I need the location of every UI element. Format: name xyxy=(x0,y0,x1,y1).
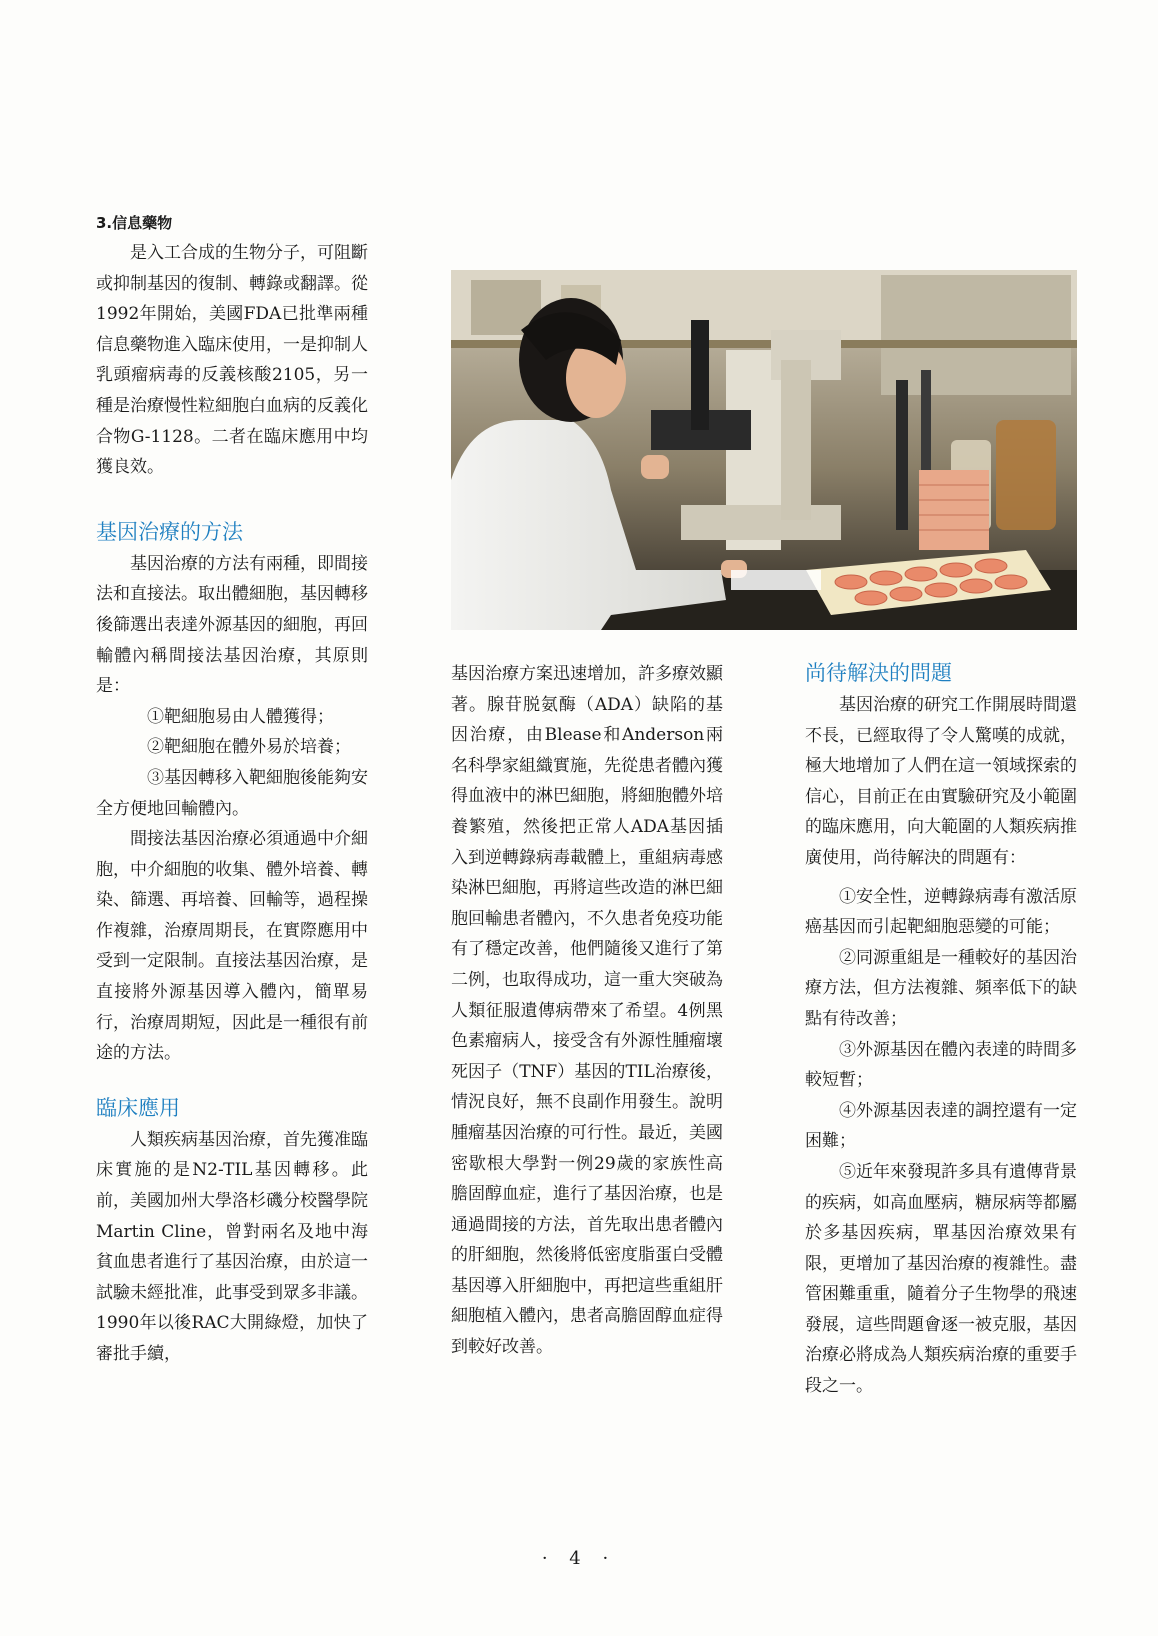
lab-photo xyxy=(451,270,1077,630)
problems-item-2: ②同源重組是一種較好的基因治療方法，但方法複雜、頻率低下的缺點有待改善； xyxy=(805,947,1077,1029)
clinical-col2-text: 基因治療方案迅速增加，許多療效顯著。腺苷脱氨酶（ADA）缺陷的基因治療，由Blease和Anderson兩名科學家組織實施，先從患者體內獲得血液中的淋巴細胞，將細胞體外培養繁殖，然後把正常人ADA基因插入到逆轉錄病毒載體上，重組病毒感染淋巴細胞，再將這些改造的淋巴細胞回輸患者體內，不久患者免疫功能有了穩定改善，他們隨後又進行了第二例，也取得成功，這一重大突破為人類征服遺傳病帶來了希望。4例黑色素瘤病人，接受含有外源性腫瘤壞死因子（TNF）基因的TIL治療後，情況良好，無不良副作用發生。說明腫瘤基因治療的可行性。最近，美國密歇根大學對一例29歲的家族性高膽固醇血症，進行了基因治療，也是通過間接的方法，首先取出患者體內的肝細胞，然後將低密度脂蛋白受體基因導入肝細胞中，再把這些重組肝細胞植入體內，患者高膽固醇血症得到較好改善。 xyxy=(451,664,723,1358)
problems-item-5: ⑤近年來發現許多具有遺傳背景的疾病，如高血壓病，糖尿病等都屬於多基因疾病，單基因治療效果有限，更增加了基因治療的複雜性。盡管困難重重，隨着分子生物學的飛速發展，這些問題會逐一被克服，基因治療必將成為人類疾病治療的重要手段之一。 xyxy=(805,1161,1077,1397)
methods-principle-1: ①靶細胞易由人體獲得； xyxy=(147,706,334,727)
problems-item-1: ①安全性，逆轉錄病毒有激活原癌基因而引起靶細胞惡變的可能； xyxy=(805,886,1077,938)
middle-column xyxy=(451,659,723,1363)
left-column xyxy=(96,208,368,1370)
problems-item-3: ③外源基因在體內表達的時間多較短暫； xyxy=(805,1039,1077,1091)
methods-principle-2: ②靶細胞在體外易於培養； xyxy=(147,737,351,758)
methods-intro: 基因治療的方法有兩種，即間接法和直接法。取出體細胞，基因轉移後篩選出表達外源基因的細胞，再回輸體內稱間接法基因治療，其原則是： xyxy=(96,553,368,697)
clinical-col1-text: 人類疾病基因治療，首先獲准臨床實施的是N2-TIL基因轉移。此前，美國加州大學洛杉磯分校醫學院Martin Cline，曾對兩名及地中海貧血患者進行了基因治療，由於這一試驗未經批准，此事受到眾多非議。1990年以後RAC大開綠燈，加快了審批手續， xyxy=(96,1129,368,1364)
problems-item-4: ④外源基因表達的調控還有一定困難； xyxy=(805,1100,1077,1152)
problems-heading: 尚待解決的問題 xyxy=(805,661,952,685)
problems-intro: 基因治療的研究工作開展時間還不長，已經取得了令人驚嘆的成就，極大地增加了人們在這一領域探索的信心，目前正在由實驗研究及小範圍的臨床應用，向大範圍的人類疾病推廣使用，尚待解決的問題有： xyxy=(805,695,1077,868)
section3-title: 3.信息藥物 xyxy=(96,214,173,232)
methods-principle-3: ③基因轉移入靶細胞後能夠安全方便地回輸體內。 xyxy=(96,767,368,819)
clinical-heading: 臨床應用 xyxy=(96,1095,180,1120)
section3-paragraph: 是入工合成的生物分子，可阻斷或抑制基因的復制、轉錄或翻譯。從1992年開始，美國FDA已批準兩種信息藥物進入臨床使用，一是抑制人乳頭瘤病毒的反義核酸2105，另一種是治療慢性粒細胞白血病的反義化合物G-1128。二者在臨床應用中均獲良效。 xyxy=(96,243,368,478)
methods-heading: 基因治療的方法 xyxy=(96,519,243,544)
page-number: · 4 · xyxy=(541,1548,617,1569)
methods-closing: 間接法基因治療必須通過中介細胞，中介細胞的收集、體外培養、轉染、篩選、再培養、回輸等，過程操作複雜，治療周期長，在實際應用中受到一定限制。直接法基因治療，是直接將外源基因導入體內，簡單易行，治療周期短，因此是一種很有前途的方法。 xyxy=(96,829,368,1064)
right-column xyxy=(805,656,1077,1402)
